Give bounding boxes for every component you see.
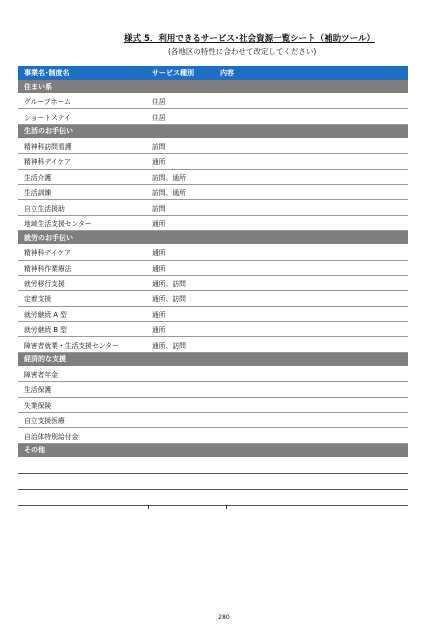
- table-row: [18, 398, 408, 413]
- service-type: 住居: [152, 113, 166, 122]
- table-row: [18, 367, 408, 382]
- page-number: 280: [218, 614, 230, 621]
- service-name: 自治体特別給付金: [24, 432, 79, 441]
- service-name: 精神科デイケア: [24, 249, 71, 258]
- service-name: 地域生活支援センター: [24, 219, 92, 228]
- service-type: 通所: [152, 219, 166, 228]
- service-type: 住居: [152, 98, 166, 107]
- table-row: [18, 245, 408, 260]
- header-name: 事業名･制度名: [24, 69, 70, 77]
- page-title: 様式 5．利用できるサービス･社会資源一覧シート（補助ツール）: [124, 34, 375, 44]
- service-type: 通所: [152, 158, 166, 167]
- resource-table: [18, 66, 408, 506]
- service-name: 失業保険: [24, 401, 52, 410]
- blank-row: [18, 474, 408, 490]
- service-name: ショートステイ: [24, 113, 71, 122]
- page-subtitle: (各地区の特性に合わせて改定してください): [168, 47, 317, 56]
- section-header: その他: [18, 444, 408, 458]
- service-name: 定着支援: [24, 295, 52, 304]
- service-type: 通所、訪問: [152, 341, 186, 350]
- service-name: 精神科作業療法: [24, 264, 72, 273]
- service-name: 自立生活援助: [24, 204, 65, 213]
- service-type: 訪問: [152, 204, 166, 213]
- table-row: [18, 200, 408, 215]
- service-type: 通所: [152, 249, 166, 258]
- service-name: 精神科デイケア: [24, 158, 71, 167]
- header-type: サービス種別: [152, 69, 194, 77]
- table-row: [18, 94, 408, 109]
- table-row: [18, 109, 408, 124]
- service-type: 通所、訪問: [152, 280, 186, 289]
- service-name: 生活保護: [24, 386, 52, 395]
- table-row: [18, 139, 408, 154]
- service-name: 就労継続 A 型: [24, 310, 67, 319]
- table-row: [18, 185, 408, 200]
- table-row: [18, 382, 408, 397]
- column-tick: [226, 506, 227, 509]
- table-header: [18, 66, 408, 80]
- table-row: [18, 428, 408, 443]
- table-body: [18, 80, 408, 458]
- table-row: [18, 291, 408, 306]
- section-header: 生活のお手伝い: [18, 125, 408, 139]
- section-header: 就労のお手伝い: [18, 231, 408, 245]
- table-row: [18, 154, 408, 169]
- service-type: 訪問、通所: [152, 173, 186, 182]
- service-name: 精神科訪問看護: [24, 142, 72, 151]
- service-type: 通所、訪問: [152, 295, 186, 304]
- table-row: [18, 413, 408, 428]
- service-name: 就労移行支援: [24, 280, 65, 289]
- section-header: 経済的な支援: [18, 353, 408, 367]
- service-name: 障害者年金: [24, 371, 58, 380]
- service-type: 通所: [152, 264, 166, 273]
- table-row: [18, 337, 408, 352]
- table-row: [18, 322, 408, 337]
- header-content: 内容: [220, 69, 234, 77]
- blank-row: [18, 458, 408, 474]
- service-name: 生活介護: [24, 173, 52, 182]
- service-name: 障害者就業・生活支援センター: [24, 341, 119, 350]
- service-type: 訪問: [152, 142, 166, 151]
- service-type: 通所: [152, 326, 166, 335]
- service-name: 就労継続 B 型: [24, 326, 67, 335]
- service-type: 訪問、通所: [152, 189, 186, 198]
- blank-row: [18, 490, 408, 506]
- table-row: [18, 170, 408, 185]
- table-row: [18, 216, 408, 231]
- table-row: [18, 261, 408, 276]
- column-tick: [148, 506, 149, 509]
- section-header: 住まい系: [18, 80, 408, 94]
- service-name: グループホーム: [24, 98, 72, 107]
- table-row: [18, 307, 408, 322]
- table-row: [18, 276, 408, 291]
- service-type: 通所: [152, 310, 166, 319]
- service-name: 自立支援医療: [24, 417, 65, 426]
- service-name: 生活訓練: [24, 189, 52, 198]
